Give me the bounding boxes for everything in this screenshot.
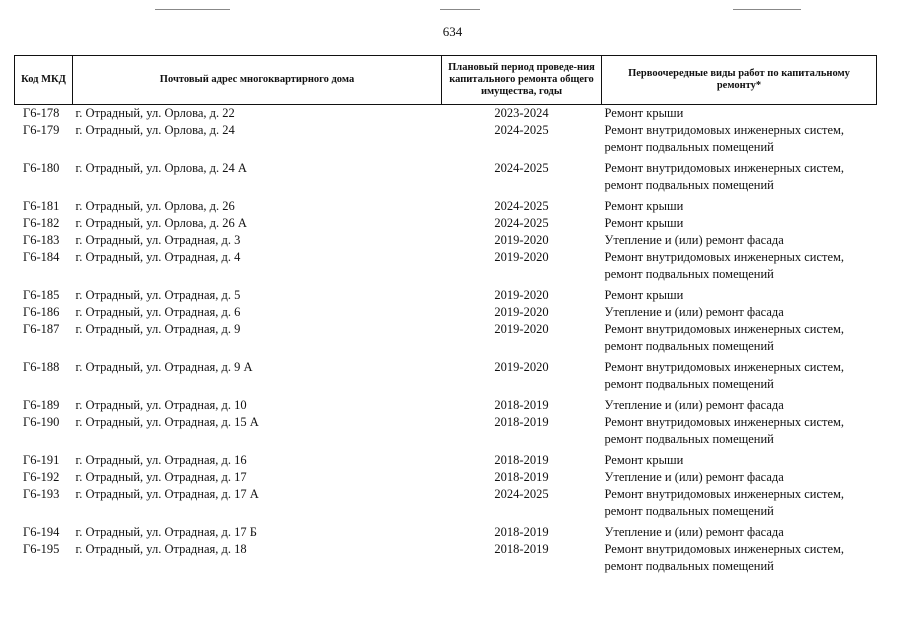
row-address: г. Отрадный, ул. Отрадная, д. 4: [75, 250, 241, 264]
row-code: Г6-190: [23, 415, 60, 429]
work-type-line: Ремонт внутридомовых инженерных систем,: [604, 415, 845, 429]
work-type-line: Утепление и (или) ремонт фасада: [604, 398, 784, 412]
row-code: Г6-180: [23, 161, 60, 175]
capital-repair-table: [14, 55, 877, 575]
table-row: [15, 452, 877, 469]
row-address: г. Отрадный, ул. Отрадная, д. 9 А: [75, 360, 253, 374]
row-code: Г6-182: [23, 216, 60, 230]
row-period: 2024-2025: [494, 123, 549, 137]
header-code: Код МКД: [15, 56, 73, 105]
row-works: [602, 486, 877, 520]
table-row: [15, 232, 877, 249]
row-period: 2019-2020: [494, 288, 549, 302]
work-type-line: Ремонт внутридомовых инженерных систем,: [604, 487, 845, 501]
row-code: Г6-183: [23, 233, 60, 247]
row-period: 2024-2025: [494, 216, 549, 230]
row-code: Г6-192: [23, 470, 60, 484]
page-number: 634: [442, 24, 463, 39]
table-row: [15, 486, 877, 520]
row-period: 2023-2024: [494, 106, 549, 120]
table-header-row: [15, 56, 877, 105]
row-works: [602, 160, 877, 194]
row-works: [602, 232, 877, 249]
row-code: Г6-178: [23, 106, 60, 120]
row-works: [602, 397, 877, 414]
row-period: 2019-2020: [494, 305, 549, 319]
work-type-line: Ремонт внутридомовых инженерных систем,: [604, 161, 845, 175]
row-code: Г6-187: [23, 322, 60, 336]
row-works: [602, 452, 877, 469]
table-row: [15, 304, 877, 321]
row-works: [602, 287, 877, 304]
work-type-line: Ремонт внутридомовых инженерных систем,: [604, 360, 845, 374]
row-works: [602, 105, 877, 123]
row-code: Г6-188: [23, 360, 60, 374]
row-works: [602, 198, 877, 215]
work-type-line: ремонт подвальных помещений: [604, 267, 774, 281]
scan-artifact-right: [733, 9, 801, 10]
work-type-line: Ремонт крыши: [604, 288, 684, 302]
work-type-line: Ремонт внутридомовых инженерных систем,: [604, 542, 845, 556]
table-row: [15, 541, 877, 575]
row-period: 2019-2020: [494, 250, 549, 264]
work-type-line: ремонт подвальных помещений: [604, 432, 774, 446]
work-type-line: Утепление и (или) ремонт фасада: [604, 525, 784, 539]
row-address: г. Отрадный, ул. Орлова, д. 24: [75, 123, 235, 137]
capital-repair-table-frame: [14, 55, 876, 575]
row-period: 2019-2020: [494, 322, 549, 336]
row-address: г. Отрадный, ул. Отрадная, д. 17 А: [75, 487, 259, 501]
row-address: г. Отрадный, ул. Отрадная, д. 16: [75, 453, 247, 467]
row-code: Г6-186: [23, 305, 60, 319]
row-code: Г6-194: [23, 525, 60, 539]
row-address: г. Отрадный, ул. Орлова, д. 26: [75, 199, 235, 213]
row-address: г. Отрадный, ул. Отрадная, д. 17: [75, 470, 247, 484]
row-address: г. Отрадный, ул. Отрадная, д. 15 А: [75, 415, 259, 429]
table-row: [15, 122, 877, 156]
row-works: [602, 215, 877, 232]
row-works: [602, 541, 877, 575]
row-period: 2024-2025: [494, 199, 549, 213]
work-type-line: Ремонт крыши: [604, 453, 684, 467]
work-type-line: ремонт подвальных помещений: [604, 377, 774, 391]
work-type-line: ремонт подвальных помещений: [604, 140, 774, 154]
scan-artifact-center: [440, 9, 480, 10]
row-address: г. Отрадный, ул. Отрадная, д. 18: [75, 542, 247, 556]
table-row: [15, 469, 877, 486]
row-period: 2018-2019: [494, 415, 549, 429]
row-works: [602, 359, 877, 393]
work-type-line: ремонт подвальных помещений: [604, 504, 774, 518]
work-type-line: Ремонт внутридомовых инженерных систем,: [604, 250, 845, 264]
table-row: [15, 359, 877, 393]
row-code: Г6-195: [23, 542, 60, 556]
row-address: г. Отрадный, ул. Отрадная, д. 9: [75, 322, 241, 336]
work-type-line: Ремонт внутридомовых инженерных систем,: [604, 322, 845, 336]
table-body: [15, 105, 877, 576]
row-address: г. Отрадный, ул. Отрадная, д. 5: [75, 288, 241, 302]
row-address: г. Отрадный, ул. Отрадная, д. 17 Б: [75, 525, 257, 539]
row-period: 2024-2025: [494, 487, 549, 501]
row-code: Г6-191: [23, 453, 60, 467]
row-period: 2019-2020: [494, 360, 549, 374]
work-type-line: Ремонт внутридомовых инженерных систем,: [604, 123, 845, 137]
row-period: 2019-2020: [494, 233, 549, 247]
row-works: [602, 304, 877, 321]
row-code: Г6-179: [23, 123, 60, 137]
row-address: г. Отрадный, ул. Орлова, д. 22: [75, 106, 235, 120]
work-type-line: Ремонт крыши: [604, 199, 684, 213]
work-type-line: Утепление и (или) ремонт фасада: [604, 305, 784, 319]
work-type-line: ремонт подвальных помещений: [604, 559, 774, 573]
row-period: 2018-2019: [494, 453, 549, 467]
work-type-line: Утепление и (или) ремонт фасада: [604, 233, 784, 247]
work-type-line: ремонт подвальных помещений: [604, 178, 774, 192]
row-works: [602, 249, 877, 283]
header-address: Почтовый адрес многоквартирного дома: [73, 56, 442, 105]
work-type-line: Ремонт крыши: [604, 216, 684, 230]
row-code: Г6-189: [23, 398, 60, 412]
table-row: [15, 249, 877, 283]
row-address: г. Отрадный, ул. Отрадная, д. 6: [75, 305, 241, 319]
row-address: г. Отрадный, ул. Орлова, д. 26 А: [75, 216, 247, 230]
table-row: [15, 397, 877, 414]
header-works: Первоочередные виды работ по капитальному ремонту*: [602, 56, 877, 105]
work-type-line: ремонт подвальных помещений: [604, 339, 774, 353]
table-row: [15, 414, 877, 448]
row-works: [602, 122, 877, 156]
row-period: 2018-2019: [494, 542, 549, 556]
table-row: [15, 215, 877, 232]
work-type-line: Ремонт крыши: [604, 106, 684, 120]
row-address: г. Отрадный, ул. Отрадная, д. 10: [75, 398, 247, 412]
table-row: [15, 160, 877, 194]
scan-artifact-left: [155, 9, 230, 10]
table-row: [15, 524, 877, 541]
row-period: 2018-2019: [494, 525, 549, 539]
row-address: г. Отрадный, ул. Орлова, д. 24 А: [75, 161, 247, 175]
row-works: [602, 524, 877, 541]
row-code: Г6-185: [23, 288, 60, 302]
row-works: [602, 469, 877, 486]
table-row: [15, 198, 877, 215]
row-code: Г6-193: [23, 487, 60, 501]
table-row: [15, 321, 877, 355]
work-type-line: Утепление и (или) ремонт фасада: [604, 470, 784, 484]
row-period: 2024-2025: [494, 161, 549, 175]
table-row: [15, 287, 877, 304]
row-period: 2018-2019: [494, 470, 549, 484]
row-works: [602, 414, 877, 448]
row-code: Г6-181: [23, 199, 60, 213]
row-works: [602, 321, 877, 355]
header-period: Плановый период проведе-ния капитального ремонта общего имущества, годы: [442, 56, 602, 105]
row-code: Г6-184: [23, 250, 60, 264]
row-address: г. Отрадный, ул. Отрадная, д. 3: [75, 233, 241, 247]
table-row: [15, 105, 877, 123]
row-period: 2018-2019: [494, 398, 549, 412]
